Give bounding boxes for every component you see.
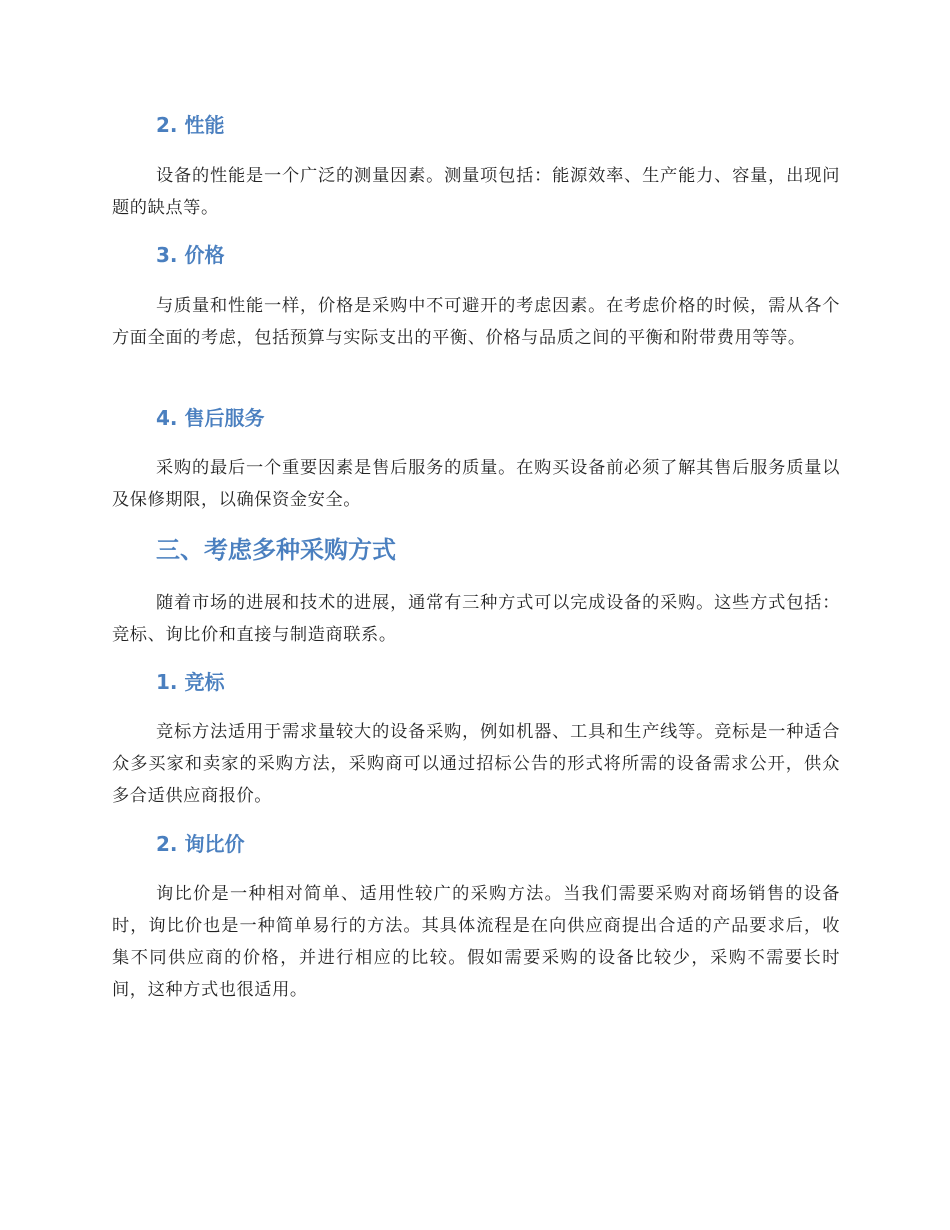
paragraph-bidding: 竞标方法适用于需求量较大的设备采购，例如机器、工具和生产线等。竞标是一种适合众多买家和卖家的采购方法，采购商可以通过招标公告的形式将所需的设备需求公开，供众多合适供应商报价。 xyxy=(112,722,840,806)
paragraph-performance: 设备的性能是一个广泛的测量因素。测量项包括：能源效率、生产能力、容量，出现问题的缺点等。 xyxy=(112,166,840,218)
paragraph-price: 与质量和性能一样，价格是采购中不可避开的考虑因素。在考虑价格的时候，需从各个方面全面的考虑，包括预算与实际支出的平衡、价格与品质之间的平衡和附带费用等等。 xyxy=(112,296,840,348)
heading-procurement-methods: 三、考虑多种采购方式 xyxy=(156,536,396,564)
paragraph-price-inquiry: 询比价是一种相对简单、适用性较广的采购方法。当我们需要采购对商场销售的设备时，询比价也是一种简单易行的方法。其具体流程是在向供应商提出合适的产品要求后，收集不同供应商的价格，并进行相应的比较。假如需要采购的设备比较少，采购不需要长时间，这种方式也很适用。 xyxy=(112,884,840,1000)
paragraph-procurement-methods: 随着市场的进展和技术的进展，通常有三种方式可以完成设备的采购。这些方式包括：竞标、询比价和直接与制造商联系。 xyxy=(112,593,840,645)
subheading-bidding: 1. 竞标 xyxy=(156,670,225,694)
paragraph-after-sales: 采购的最后一个重要因素是售后服务的质量。在购买设备前必须了解其售后服务质量以及保修期限，以确保资金安全。 xyxy=(112,458,840,510)
subheading-after-sales: 4. 售后服务 xyxy=(156,406,265,430)
subheading-price: 3. 价格 xyxy=(156,243,225,267)
subheading-price-inquiry: 2. 询比价 xyxy=(156,832,245,856)
subheading-performance: 2. 性能 xyxy=(156,113,225,137)
